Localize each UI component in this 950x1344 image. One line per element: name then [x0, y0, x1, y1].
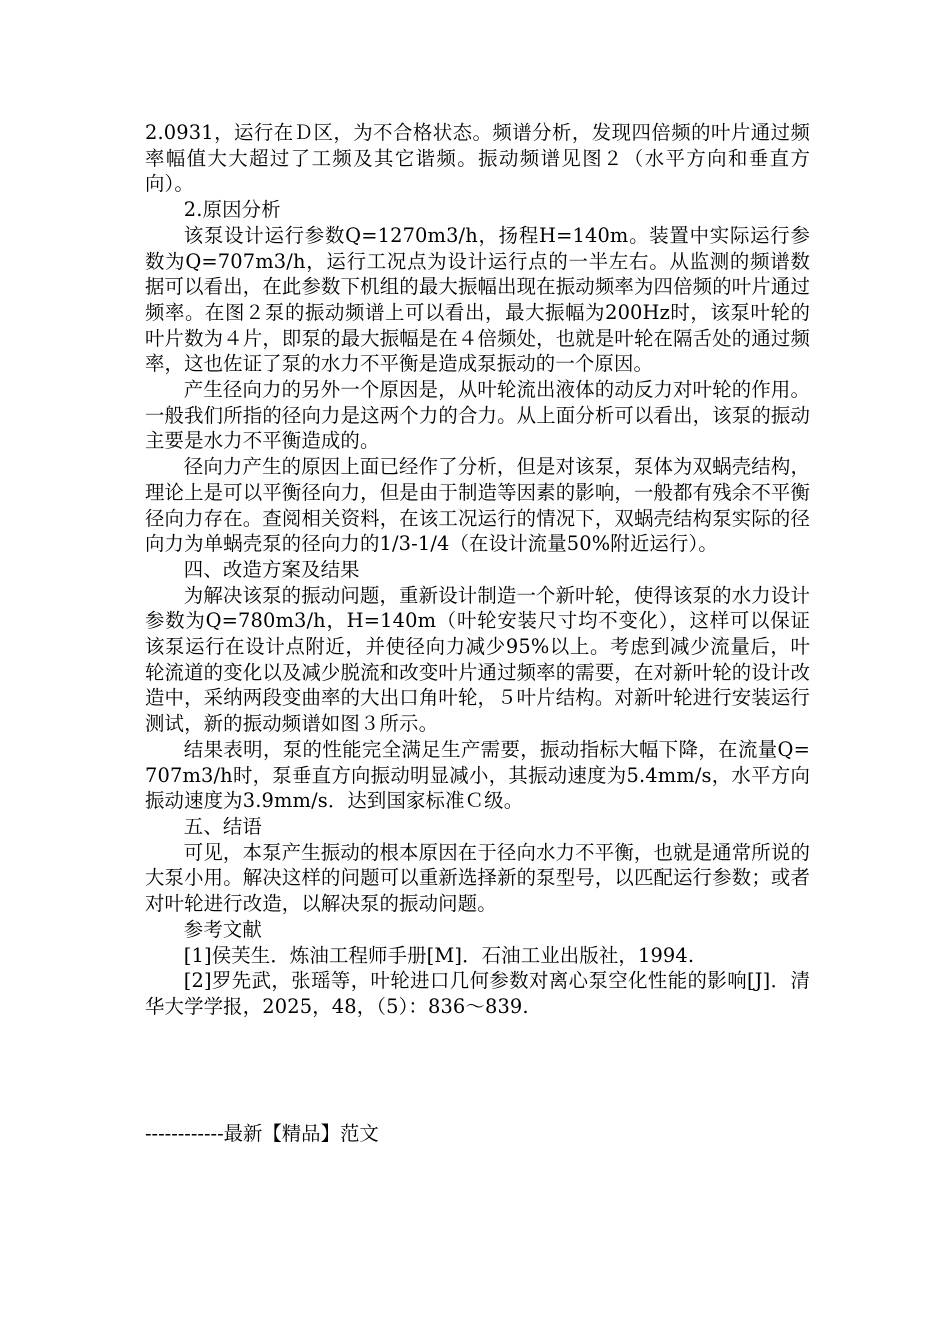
paragraph-double-volute: 径向力产生的原因上面已经作了分析，但是对该泵，泵体为双蜗壳结构，理论上是可以平衡径向力，但是由于制造等因素的影响，一般都有残余不平衡径向力存在。查阅相关资料，在该工况运行的情况下，双蜗壳结构泵实际的径向力为单蜗壳泵的径向力的1/3-1/4（在设计流量50%附近运行）。: [145, 455, 810, 556]
paragraph-radial-force-cause: 产生径向力的另外一个原因是，从叶轮流出液体的动反力对叶轮的作用。一般我们所指的径向力是这两个力的合力。从上面分析可以看出，该泵的振动主要是水力不平衡造成的。: [145, 378, 810, 453]
reference-item: [1]侯芙生．炼油工程师手册[M]．石油工业出版社，1994.: [183, 943, 695, 967]
page-footer: ------------最新【精品】范文: [145, 1122, 379, 1145]
heading-cause-analysis: 2.原因分析: [183, 198, 281, 222]
paragraph-results: 结果表明，泵的性能完全满足生产需要，振动指标大幅下降，在流量Q=707m3/h时，泵垂直方向振动明显减小，其振动速度为5.4mm/s，水平方向振动速度为3.9mm/s．达到国家标准Ｃ级。: [145, 737, 810, 813]
paragraph-design-parameters: 该泵设计运行参数Q=1270m3/h，扬程H=140m。装置中实际运行参数为Q=707m3/h，运行工况点为设计运行点的一半左右。从监测的频谱数据可以看出，在此参数下机组的最大振幅出现在振动频率为四倍频的叶片通过频率。在图２泵的振动频谱上可以看出，最大振幅为200Hz时，该泵叶轮的叶片数为４片，即泵的最大振幅是在４倍频处，也就是叶轮在隔舌处的通过频率，这也佐证了泵的水力不平衡是造成泵振动的一个原因。: [145, 223, 810, 376]
heading-conclusion: 五、结语: [183, 814, 262, 838]
reference-item: [2]罗先武，张瑶等，叶轮进口几何参数对离心泵空化性能的影响[J]．清华大学学报，2025，48，（5）：836～839.: [145, 969, 810, 1018]
paragraph-conclusion: 可见，本泵产生振动的根本原因在于径向水力不平衡，也就是通常所说的大泵小用。解决这样的问题可以重新选择新的泵型号，以匹配运行参数；或者对叶轮进行改造，以解决泵的振动问题。: [145, 840, 810, 916]
paragraph-spectrum-result: 2.0931，运行在Ｄ区，为不合格状态。频谱分析，发现四倍频的叶片通过频率幅值大大超过了工频及其它谐频。振动频谱见图２（水平方向和垂直方向）。: [145, 121, 810, 196]
document-body: [145, 120, 810, 1020]
paragraph-new-impeller: 为解决该泵的振动问题，重新设计制造一个新叶轮，使得该泵的水力设计参数为Q=780m3/h，H=140m（叶轮安装尺寸均不变化），这样可以保证该泵运行在设计点附近，并使径向力减少95%以上。考虑到减少流量后，叶轮流道的变化以及减少脱流和改变叶片通过频率的需要，在对新叶轮的设计改造中，采纳两段变曲率的大出口角叶轮，５叶片结构。对新叶轮进行安装运行测试，新的振动频谱如图３所示。: [145, 583, 810, 736]
heading-references: 参考文献: [183, 917, 262, 941]
heading-retrofit-plan: 四、改造方案及结果: [183, 557, 360, 581]
